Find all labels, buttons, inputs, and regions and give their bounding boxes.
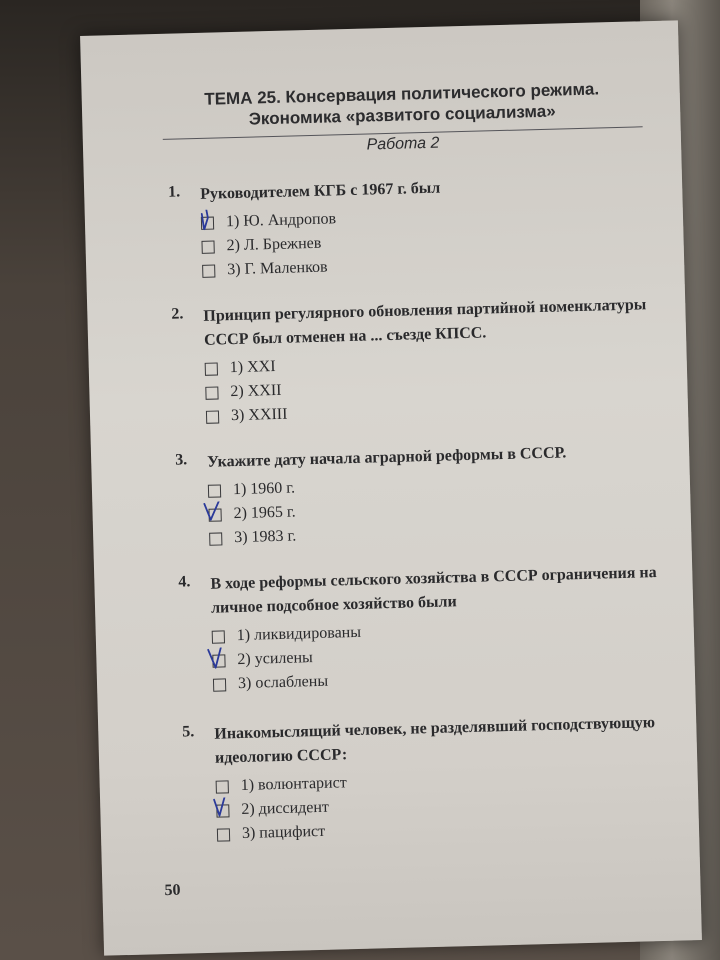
question-number: 3. bbox=[174, 451, 188, 469]
option-label: 2) Л. Брежнев bbox=[226, 234, 322, 255]
question-2 bbox=[147, 293, 670, 431]
answer-options bbox=[215, 763, 681, 847]
topic-title-line2: Экономика «развитого социализма» bbox=[248, 101, 556, 129]
checkbox[interactable] bbox=[212, 630, 225, 643]
pen-check-mark-icon bbox=[211, 797, 238, 822]
question-5 bbox=[158, 711, 681, 849]
answer-options bbox=[212, 613, 678, 697]
answer-options bbox=[205, 345, 671, 429]
page-number: 50 bbox=[164, 881, 181, 900]
checkbox[interactable] bbox=[208, 508, 221, 521]
question-number: 2. bbox=[171, 305, 184, 323]
option-label: 1) волюнтарист bbox=[240, 774, 347, 795]
option-label: 2) усилены bbox=[237, 649, 314, 669]
question-number: 1. bbox=[167, 183, 181, 201]
answer-options bbox=[201, 199, 667, 283]
pen-check-mark-icon bbox=[207, 647, 234, 672]
topic-title bbox=[181, 78, 622, 132]
question-number: 5. bbox=[182, 723, 195, 741]
checkbox[interactable] bbox=[209, 532, 222, 545]
option-label: 3) ослаблены bbox=[237, 672, 329, 693]
question-text: Укажите дату начала аграрной реформы в СССР. bbox=[207, 444, 567, 471]
checkbox[interactable] bbox=[201, 240, 214, 253]
option-label: 2) диссидент bbox=[241, 798, 330, 819]
checkbox[interactable] bbox=[206, 410, 219, 423]
checkbox[interactable] bbox=[201, 216, 214, 229]
work-subtitle: Работа 2 bbox=[366, 134, 440, 154]
checkbox[interactable] bbox=[217, 828, 230, 841]
option-label: 3) 1983 г. bbox=[234, 527, 297, 547]
question-text: В ходе реформы сельского хозяйства в СССР ограничения на личное подсобное хозяйство были bbox=[210, 564, 657, 617]
checkbox[interactable] bbox=[205, 362, 218, 375]
question-1 bbox=[144, 171, 666, 285]
checkbox[interactable] bbox=[216, 804, 229, 817]
question-text: Принцип регулярного обновления партийной номенклатуры СССР был отменен на ... съезде КПСС. bbox=[203, 296, 647, 349]
question-text: Руководителем КГБ с 1967 г. был bbox=[200, 179, 441, 203]
answer-options bbox=[208, 467, 674, 551]
question-4 bbox=[154, 561, 677, 699]
workbook-page bbox=[80, 20, 702, 955]
checkbox[interactable] bbox=[208, 484, 221, 497]
checkbox[interactable] bbox=[216, 780, 229, 793]
option-label: 3) XXIII bbox=[230, 405, 288, 425]
option-label: 1) XXI bbox=[229, 357, 276, 377]
option-label: 3) Г. Маленков bbox=[227, 258, 328, 279]
checkbox[interactable] bbox=[212, 654, 225, 667]
pen-check-mark-icon bbox=[203, 501, 230, 526]
option-label: 1) 1960 г. bbox=[232, 479, 296, 499]
checkbox[interactable] bbox=[202, 264, 215, 277]
question-number: 4. bbox=[178, 573, 191, 591]
option-label: 2) XXII bbox=[230, 381, 282, 401]
option-label: 1) Ю. Андропов bbox=[225, 210, 337, 231]
option-label: 2) 1965 г. bbox=[233, 503, 296, 523]
pen-check-mark-icon bbox=[196, 209, 223, 234]
option-label: 3) пацифист bbox=[241, 822, 326, 843]
option-label: 1) ликвидированы bbox=[236, 623, 362, 645]
question-text: Инакомыслящий человек, не разделявший господствующую идеологию СССР: bbox=[214, 714, 656, 767]
question-3 bbox=[151, 439, 673, 553]
topic-title-line1: ТЕМА 25. Консервация политического режима. bbox=[204, 79, 600, 109]
checkbox[interactable] bbox=[213, 678, 226, 691]
checkbox[interactable] bbox=[205, 386, 218, 399]
